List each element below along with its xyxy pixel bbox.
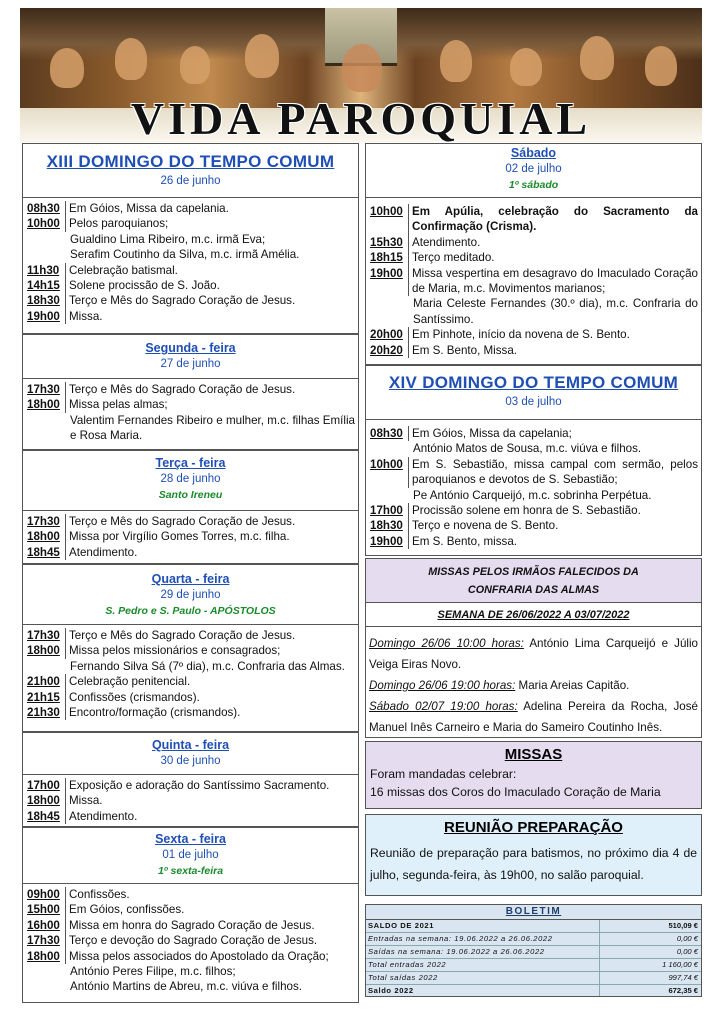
friday-block	[22, 827, 359, 1003]
almas-entry-3-label: Sábado 02/07 19:00 horas:	[369, 700, 518, 713]
schedule-time: 10h00	[369, 457, 409, 488]
boletim-table	[365, 904, 702, 997]
boletim-value: 672,35 €	[599, 985, 701, 997]
wednesday-schedule	[23, 625, 358, 722]
wednesday-block	[22, 564, 359, 732]
schedule-text: Pe António Carqueijó, m.c. sobrinha Perpétua.	[413, 488, 652, 502]
schedule-text: Terço e Mês do Sagrado Coração de Jesus.	[69, 629, 296, 642]
schedule-time: 09h00	[26, 887, 66, 902]
boletim-value: 0,00 €	[599, 946, 701, 958]
schedule-row	[369, 503, 698, 518]
monday-title: Segunda - feira	[145, 341, 236, 355]
almas-entry-3	[369, 696, 698, 738]
schedule-row	[26, 382, 355, 397]
schedule-row	[369, 235, 698, 250]
boletim-label: Entradas na semana: 19.06.2022 a 26.06.2022	[368, 933, 553, 943]
schedule-text: Em Góios, Missa da capelania;	[412, 427, 572, 440]
schedule-time: 17h30	[26, 514, 66, 529]
friday-schedule	[23, 884, 358, 997]
schedule-row	[369, 327, 698, 342]
boletim-value: 997,74 €	[599, 972, 701, 984]
schedule-row	[26, 659, 355, 674]
schedule-row	[26, 674, 355, 689]
schedule-row	[26, 793, 355, 808]
header-banner	[20, 8, 702, 142]
schedule-text: Em Góios, Missa da capelania.	[69, 202, 229, 215]
friday-feast: 1º sexta-feira	[157, 865, 224, 877]
boletim-value: 510,09 €	[599, 920, 701, 932]
schedule-row	[26, 216, 355, 231]
schedule-text: Gualdino Lima Ribeiro, m.c. irmã Eva;	[70, 232, 266, 246]
schedule-text: Maria Celeste Fernandes (30.º dia), m.c. Confraria do Santíssimo.	[413, 297, 698, 326]
schedule-text: António Martins de Abreu, m.c. viúva e filhos.	[70, 980, 302, 994]
schedule-row	[26, 887, 355, 902]
schedule-text: Terço e Mês do Sagrado Coração de Jesus.	[69, 515, 296, 528]
schedule-text: Exposição e adoração do Santíssimo Sacramento.	[69, 779, 330, 792]
tuesday-schedule	[23, 511, 358, 562]
boletim-row	[366, 985, 701, 997]
almas-entry-2	[369, 675, 698, 696]
schedule-time: 18h00	[26, 397, 66, 412]
schedule-row	[369, 204, 698, 235]
schedule-text: Em S. Bento, missa.	[412, 534, 518, 548]
boletim-value: 0,00 €	[599, 933, 701, 945]
tuesday-date: 28 de junho	[160, 473, 221, 485]
almas-entry-1-label: Domingo 26/06 10:00 horas:	[369, 637, 524, 650]
schedule-text: Em Pinhote, início da novena de S. Bento.	[412, 328, 630, 342]
schedule-time: 18h30	[26, 293, 66, 308]
schedule-time: 17h30	[26, 628, 66, 643]
page-title: VIDA PAROQUIAL	[130, 93, 592, 142]
schedule-row	[26, 778, 355, 793]
missas-title: MISSAS	[504, 746, 563, 763]
schedule-time: 08h30	[26, 201, 66, 216]
schedule-row	[26, 309, 355, 324]
boletim-label: Saldo 2022	[368, 985, 414, 995]
schedule-time: 16h00	[26, 918, 66, 933]
almas-block	[365, 558, 702, 738]
schedule-row	[369, 457, 698, 488]
schedule-row	[26, 964, 355, 979]
schedule-row	[369, 426, 698, 441]
wednesday-feast: S. Pedro e S. Paulo - APÓSTOLOS	[105, 605, 276, 617]
schedule-time: 18h00	[26, 949, 66, 964]
schedule-row	[369, 441, 698, 456]
schedule-row	[26, 918, 355, 933]
schedule-text: Atendimento.	[412, 235, 481, 249]
schedule-time: 18h15	[369, 250, 409, 265]
schedule-time: 18h30	[369, 518, 409, 533]
schedule-row	[26, 902, 355, 917]
boletim-label: Total saídas 2022	[368, 972, 438, 982]
schedule-row	[369, 343, 698, 358]
schedule-time: 17h30	[26, 382, 66, 397]
schedule-row	[26, 278, 355, 293]
schedule-text: Terço meditado.	[412, 251, 495, 265]
almas-title-1: MISSAS PELOS IRMÃOS FALECIDOS DA	[428, 566, 639, 578]
schedule-text: Celebração penitencial.	[69, 675, 191, 689]
schedule-text: Missa.	[69, 309, 103, 323]
boletim-row	[366, 972, 701, 985]
tuesday-feast: Santo Ireneu	[158, 489, 223, 501]
schedule-text: Fernando Silva Sá (7º dia), m.c. Confraria das Almas.	[70, 659, 345, 673]
reuniao-block	[365, 814, 702, 896]
wednesday-title: Quarta - feira	[151, 572, 230, 586]
monday-schedule	[23, 379, 358, 446]
schedule-text: Em Góios, confissões.	[69, 903, 185, 917]
schedule-text: Confissões.	[69, 888, 130, 901]
schedule-row	[26, 397, 355, 412]
friday-title: Sexta - feira	[155, 832, 226, 846]
schedule-time: 17h00	[26, 778, 66, 793]
thursday-date: 30 de junho	[160, 755, 221, 767]
schedule-text: Missa pelas almas;	[69, 398, 168, 412]
schedule-time: 18h45	[26, 545, 66, 560]
schedule-row	[26, 628, 355, 643]
schedule-time: 15h30	[369, 235, 409, 250]
schedule-time: 19h00	[369, 534, 409, 549]
boletim-label: Total entradas 2022	[368, 959, 447, 969]
boletim-label: Saídas na semana: 19.06.2022 a 26.06.2022	[368, 946, 545, 956]
schedule-row	[369, 488, 698, 503]
schedule-time: 21h15	[26, 690, 66, 705]
schedule-text: Em S. Sebastião, missa campal com sermão, pelos paroquianos e devotos de S. Sebastião;	[412, 457, 698, 487]
schedule-row	[369, 296, 698, 327]
schedule-text: Procissão solene em honra de S. Sebastião.	[412, 504, 641, 518]
schedule-text: Terço e devoção do Sagrado Coração de Jesus.	[69, 934, 318, 948]
schedule-row	[26, 933, 355, 948]
missas-line-1: Foram mandadas celebrar:	[370, 767, 517, 781]
sunday-xiii-date: 26 de junho	[160, 175, 221, 187]
schedule-row	[26, 293, 355, 308]
schedule-time: 21h30	[26, 705, 66, 720]
schedule-text: Valentim Fernandes Ribeiro e mulher, m.c. filhas Emília e Rosa Maria.	[70, 413, 355, 443]
schedule-time: 20h00	[369, 327, 409, 342]
schedule-row	[26, 529, 355, 544]
tuesday-title: Terça - feira	[155, 456, 226, 470]
monday-date: 27 de junho	[160, 358, 221, 370]
schedule-time: 21h00	[26, 674, 66, 689]
schedule-text: Encontro/formação (crismandos).	[69, 706, 241, 720]
schedule-text: Em Apúlia, celebração do Sacramento da Confirmação (Crisma).	[412, 205, 698, 234]
schedule-time: 20h20	[369, 343, 409, 358]
schedule-row	[26, 413, 355, 444]
boletim-value: 1 160,00 €	[599, 959, 701, 971]
schedule-row	[26, 514, 355, 529]
schedule-text: Missa em honra do Sagrado Coração de Jesus.	[69, 918, 315, 932]
schedule-text: Confissões (crismandos).	[69, 690, 200, 704]
schedule-time: 19h00	[369, 266, 409, 297]
almas-entry-1-text: António Lima Carqueijó e Júlio Veiga Eiras Novo.	[369, 637, 699, 671]
boletim-row	[366, 959, 701, 972]
almas-entry-2-label: Domingo 26/06 19:00 horas:	[369, 679, 516, 692]
wednesday-date: 29 de junho	[160, 589, 221, 601]
schedule-time: 14h15	[26, 278, 66, 293]
thursday-block	[22, 732, 359, 827]
schedule-text: António Peres Filipe, m.c. filhos;	[70, 965, 236, 979]
schedule-row	[26, 979, 355, 994]
almas-title-2: CONFRARIA DAS ALMAS	[467, 584, 600, 596]
saturday-feast: 1º sábado	[508, 179, 559, 191]
boletim-row	[366, 920, 701, 933]
schedule-time: 11h30	[26, 263, 66, 278]
schedule-row	[26, 545, 355, 560]
sunday-xiv-date: 03 de julho	[505, 396, 562, 408]
schedule-text: Terço e Mês do Sagrado Coração de Jesus.	[69, 383, 296, 396]
schedule-row	[26, 247, 355, 262]
schedule-row	[369, 518, 698, 533]
schedule-time: 17h30	[26, 933, 66, 948]
schedule-row	[369, 266, 698, 297]
sunday-xiv-schedule	[366, 420, 701, 551]
sunday-xiv-title: XIV DOMINGO DO TEMPO COMUM	[388, 373, 679, 392]
almas-entry-2-text: Maria Areias Capitão.	[515, 679, 630, 692]
schedule-text: Atendimento.	[69, 809, 138, 823]
schedule-time: 17h00	[369, 503, 409, 518]
saturday-date: 02 de julho	[505, 163, 562, 175]
reuniao-title: REUNIÃO PREPARAÇÃO	[444, 819, 623, 836]
schedule-text: Terço e Mês do Sagrado Coração de Jesus.	[69, 294, 296, 308]
saturday-block	[365, 143, 702, 365]
schedule-text: António Matos de Sousa, m.c. viúva e filhos.	[413, 442, 642, 456]
sunday-xiii-title: XIII DOMINGO DO TEMPO COMUM	[46, 152, 335, 171]
schedule-text: Solene procissão de S. João.	[69, 279, 220, 293]
almas-entry-3-text: Adelina Pereira da Rocha, José Manuel Inês Carneiro e Maria do Sameiro Coutinho Inês.	[369, 700, 698, 734]
schedule-text: Serafim Coutinho da Silva, m.c. irmã Amélia.	[70, 248, 300, 262]
schedule-row	[26, 705, 355, 720]
schedule-time: 19h00	[26, 309, 66, 324]
boletim-title: BOLETIM	[366, 905, 701, 920]
sunday-xiii-schedule	[23, 198, 358, 326]
missas-block	[365, 741, 702, 809]
schedule-time: 15h00	[26, 902, 66, 917]
schedule-text: Pelos paroquianos;	[69, 217, 169, 231]
almas-entry-1	[369, 633, 698, 675]
schedule-row	[26, 690, 355, 705]
schedule-row	[26, 232, 355, 247]
schedule-row	[369, 250, 698, 265]
schedule-row	[26, 809, 355, 824]
schedule-text: Missa por Virgílio Gomes Torres, m.c. filha.	[69, 530, 290, 544]
friday-date: 01 de julho	[162, 849, 219, 861]
missas-line-2: 16 missas dos Coros do Imaculado Coração de Maria	[370, 785, 661, 799]
schedule-text: Missa pelos missionários e consagrados;	[69, 644, 281, 658]
schedule-text: Em S. Bento, Missa.	[412, 343, 518, 357]
schedule-time: 18h45	[26, 809, 66, 824]
schedule-text: Atendimento.	[69, 545, 138, 559]
schedule-text: Missa vespertina em desagravo do Imaculado Coração de Maria, m.c. Movimentos marianos;	[412, 266, 698, 296]
schedule-row	[26, 643, 355, 658]
boletim-row	[366, 933, 701, 946]
schedule-text: Missa pelos associados do Apostolado da Oração;	[69, 949, 329, 963]
sunday-xiii-block	[22, 143, 359, 334]
boletim-row	[366, 946, 701, 959]
schedule-text: Missa.	[69, 794, 103, 808]
schedule-time: 18h00	[26, 793, 66, 808]
reuniao-text: Reunião de preparação para batismos, no próximo dia 4 de julho, segunda-feira, às 19h00, no salão paroquial.	[370, 846, 697, 882]
schedule-text: Terço e novena de S. Bento.	[412, 519, 559, 533]
schedule-time: 08h30	[369, 426, 409, 441]
schedule-row	[26, 949, 355, 964]
schedule-text: Celebração batismal.	[69, 263, 178, 277]
schedule-row	[369, 534, 698, 549]
thursday-schedule	[23, 775, 358, 826]
schedule-row	[26, 201, 355, 216]
schedule-time: 10h00	[26, 216, 66, 231]
monday-block	[22, 334, 359, 450]
saturday-schedule	[366, 198, 701, 360]
schedule-row	[26, 263, 355, 278]
boletim-label: SALDO DE 2021	[368, 921, 435, 930]
saturday-title: Sábado	[510, 146, 557, 160]
tuesday-block	[22, 450, 359, 564]
sunday-xiv-block	[365, 365, 702, 556]
almas-week: SEMANA DE 26/06/2022 A 03/07/2022	[437, 609, 630, 621]
thursday-title: Quinta - feira	[151, 738, 230, 752]
schedule-time: 10h00	[369, 204, 409, 235]
schedule-time: 18h00	[26, 529, 66, 544]
schedule-time: 18h00	[26, 643, 66, 658]
